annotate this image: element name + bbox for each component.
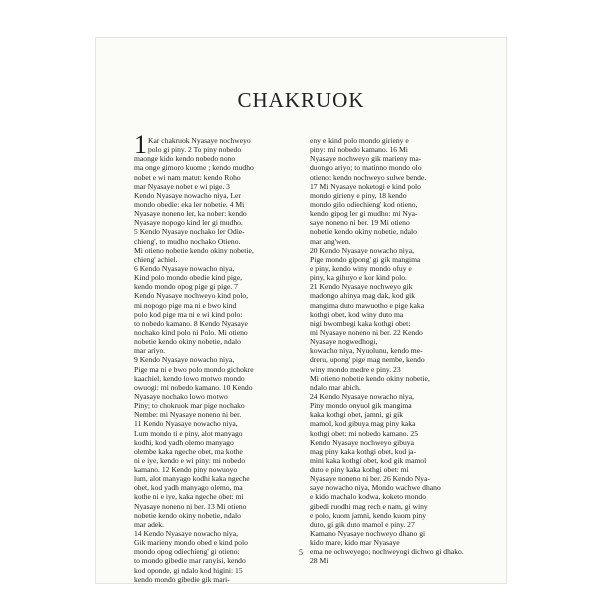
text-line: 17 Mi Nyasaye noketogi e kind polo	[310, 181, 421, 191]
text-line: mangima duto mawuotho e pige kaka	[310, 300, 425, 310]
text-line: duto e piny kaka kothgi obet: mi	[310, 465, 409, 475]
text-line: Piny; to chokruok mar pige nochako	[134, 401, 245, 411]
right-text-column	[310, 136, 480, 566]
text-line: Lum mondo ti e piny, alot manyago	[134, 428, 243, 438]
text-line: nobetie kendo okiny nobetie, ndalo	[310, 227, 417, 237]
text-line: duongo ariyo; to matinno mondo olo	[310, 163, 422, 173]
text-line: ma onge gimoro kuome ; kendo mudho	[134, 163, 254, 173]
text-line: Nyasaye nochako lowo motwo	[134, 391, 228, 401]
text-line: nochako kind polo ni Polo. Mi otieno	[134, 327, 248, 337]
text-line: nigi bwombegi kaka kothgi obet:	[310, 318, 411, 328]
text-line: 5 Kendo Nyasaye nochako ler Odie-	[134, 227, 245, 237]
text-line: mi nopogo pige ma ni e bwo kind	[134, 300, 237, 310]
text-line: mar ariyo.	[134, 346, 166, 356]
text-line: Pige mondo gipong' gi gik mangima	[310, 254, 421, 264]
text-line: 20 Kendo Nyasaye nowacho niya,	[310, 245, 414, 255]
text-line: Nyasaye nopogo kind ler gi mudho.	[134, 218, 243, 228]
text-line: saye noneno ni ber. 19 Mi otieno	[310, 218, 410, 228]
text-line: kothe ni e iye, kaka ngeche obet: mi	[134, 492, 244, 502]
text-line: winy mondo medre e piny. 23	[310, 364, 401, 374]
text-line: piny, ka gihuyo e kor kind polo.	[310, 273, 407, 283]
text-line: e kido machalo kodwa, koketo mondo	[310, 492, 426, 502]
text-line: kendo mondo gibedie gik mari-	[134, 574, 230, 584]
text-line: 21 Kendo Nyasaye nochweyo gik	[310, 282, 413, 292]
text-line: mondo gilo odiechieng' kod otieno,	[310, 199, 418, 209]
text-line: polo gi piny. 2 To piny nobedo	[148, 145, 242, 155]
text-line: kaka kothgi obet, jamni, gi gik	[310, 410, 404, 420]
text-line: mag piny kaka kothgi obet, kod ja-	[310, 446, 417, 456]
chapter-number-dropcap: 1	[134, 130, 147, 159]
text-line: 24 Kendo Nyasaye nowacho niya,	[310, 391, 414, 401]
text-line: eny e kind polo mondo girieny e	[310, 136, 409, 145]
text-line: chieng' achiel.	[134, 254, 178, 264]
text-line: mondo obedie: eka ler nobetie. 4 Mi	[134, 199, 245, 209]
text-line: Piny mondo onyuol gik mangima	[310, 401, 412, 411]
text-line: Nyasaye nogwedhogi,	[310, 337, 378, 347]
text-line: Mi otieno nobetie kendo okiny nobetie,	[134, 245, 254, 255]
text-line: mar ang'wen.	[310, 236, 351, 246]
text-line: chieng', to mudho nochako Otieno.	[134, 236, 241, 246]
text-line: dreru, upong' pige mag nembe, kendo	[310, 355, 425, 365]
text-line: Nembe: mi Nyasaye noneno ni ber.	[134, 410, 242, 420]
text-line: kamano. 12 Kendo piny nowuoyo	[134, 465, 238, 475]
text-line: mar Nyasaye nobet e wi pige. 3	[134, 181, 230, 191]
text-line: 11 Kendo Nyasaye nowacho niya,	[134, 419, 238, 429]
text-line: mamol, kod gibuya mag piny kaka	[310, 419, 416, 429]
text-line: olembe kaka ngeche obet, ma kothe	[134, 446, 243, 456]
text-line: mondo opog odiechieng' gi otieno:	[134, 547, 240, 557]
text-line: owuogi: mi nobedo kamano. 10 Kendo	[134, 382, 253, 392]
text-line: duto, gi gik duto mamol e piny. 27	[310, 519, 415, 529]
text-line: mi Nyasaye noneno ni ber. 22 Kendo	[310, 327, 423, 337]
text-line: kendo gipog ler gi mudho: mi Nya-	[310, 209, 418, 219]
text-line: ni e iye, kendo e wi piny: mi nobedo	[134, 455, 246, 465]
text-line: Gik marieny mondo obed e kind polo	[134, 538, 248, 548]
text-line: Nyasaye noneno ni ber. 13 Mi otieno	[134, 501, 247, 511]
text-line: 9 Kendo Nyasaye nowacho niya,	[134, 355, 235, 365]
text-line: nobetie kendo okiny nobetie, ndalo	[134, 337, 241, 347]
text-line: ema ne ochweyego; nochweyogi dichwo gi dhako.	[310, 547, 464, 557]
text-line: kod oponde, gi ndalo kod higini: 15	[134, 565, 243, 575]
text-line: ndalo mar abich.	[310, 382, 361, 392]
text-line: nobet e wi nam matut: kendo Roho	[134, 172, 241, 182]
text-line: kowacho niya, Nyuolunu, kendo me-	[310, 346, 423, 356]
text-line: kendo mondo opog pige gi pige. 7	[134, 282, 238, 292]
text-line: lum, alot manyago kodhi kaka ngeche	[134, 474, 250, 484]
bible-page	[96, 38, 506, 583]
text-line: 28 Mi	[310, 556, 329, 566]
text-line: gibedi ruodhi mag rech e nam, gi winy	[310, 501, 428, 511]
text-line: madongo ahinya mag dak, kod gik	[310, 291, 416, 301]
text-line: Nyasaye noneno ler, ka nober: kendo	[134, 209, 247, 219]
text-line: e polo, kuom jamni, kendo kuom piny	[310, 510, 427, 520]
text-line: piny: mi nobedo kamano. 16 Mi	[310, 145, 408, 155]
text-line: obet, kod yadh manyago olemo, ma	[134, 483, 243, 493]
text-line: nobetie kendo okiny nobetie, ndalo	[134, 510, 241, 520]
text-line: Mi otieno nobetie kendo okiny nobetie,	[310, 373, 430, 383]
chapter-heading: CHAKRUOK	[237, 88, 365, 112]
text-line: Pige ma ni e bwo polo mondo gichokre	[134, 364, 254, 374]
text-line: kothgi obet: mi nobedo kamano. 25	[310, 428, 418, 438]
text-line: Kendo Nyasaye nochweyo kind polo,	[134, 291, 249, 301]
text-line: maonge kido kendo nobedo nono	[134, 154, 236, 164]
text-line: Nyasaye noneno ni ber. 26 Kendo Nya-	[310, 474, 430, 484]
text-line: to mondo gibedie mar ranyisi, kendo	[134, 556, 246, 566]
text-line: mini kaka kothgi obet, kod gik mamol	[310, 455, 427, 465]
text-line: Kendo Nyasaye nochweyo gibuya	[310, 437, 414, 447]
text-line: otieno: kendo nochweyo sulwe bende.	[310, 172, 427, 182]
text-line: polo kod pige ma ni e wi kind polo:	[134, 309, 243, 319]
text-line: to nobedo kamano. 8 Kendo Nyasaye	[134, 318, 248, 328]
text-line: Kamano Nyasaye nochweyo dhano gi	[310, 529, 426, 539]
text-line: Nyasaye nochweyo gik marieny ma-	[310, 154, 422, 164]
page-number: 5	[299, 548, 303, 557]
text-line: Kar chakruok Nyasaye nochweyo	[148, 136, 251, 145]
text-line: kodhi, kod yadh olemo manyago	[134, 437, 234, 447]
text-line: 6 Kendo Nyasaye nowacho niya,	[134, 263, 235, 273]
text-line: mar adek.	[134, 519, 164, 529]
text-line: kothgi obet, kod winy duto ma	[310, 309, 404, 319]
text-line: mondo girieny e piny, 18 kendo	[310, 190, 407, 200]
text-line: e piny, kendo winy mondo ofuy e	[310, 263, 412, 273]
text-line: 14 Kendo Nyasaye nowacho niya,	[134, 529, 238, 539]
left-text-column	[134, 130, 302, 584]
text-line: kido mare, kido mar Nyasaye	[310, 538, 400, 548]
text-line: Kendo Nyasaye nowacho niya, Ler	[134, 190, 241, 200]
text-line: saye nowacho niya, Mondo wachwe dhano	[310, 483, 441, 493]
text-line: kaachiel, kendo lowo motwo mondo	[134, 373, 245, 383]
text-line: Kind polo mondo obedie kind pige,	[134, 273, 242, 283]
